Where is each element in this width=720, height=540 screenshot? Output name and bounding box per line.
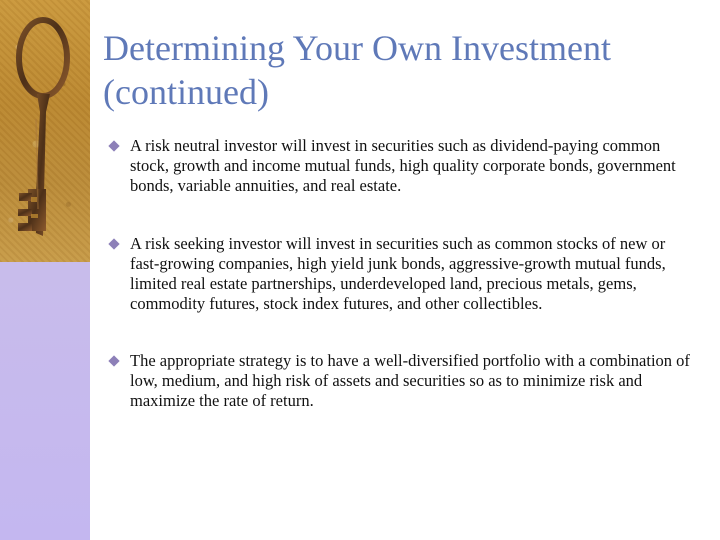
diamond-bullet-icon bbox=[108, 140, 119, 151]
bullet-item bbox=[108, 136, 698, 196]
slide-title: Determining Your Own Investment (continued) bbox=[103, 28, 611, 112]
diamond-bullet-icon bbox=[108, 238, 119, 249]
old-key-icon bbox=[0, 0, 90, 262]
bullet-text: The appropriate strategy is to have a well-diversified portfolio with a combination of low, medium, and high risk of assets and securities so as to minimize risk and maximize the rate of return. bbox=[130, 351, 690, 410]
bullet-list bbox=[108, 136, 698, 411]
diamond-bullet-icon bbox=[108, 355, 119, 366]
bullet-text: A risk neutral investor will invest in securities such as dividend-paying common stock, growth and income mutual funds, high quality corporate bonds, government bonds, variable annuities, and real estate. bbox=[130, 136, 676, 195]
bullet-item bbox=[108, 351, 698, 411]
bullet-text: A risk seeking investor will invest in securities such as common stocks of new or fast-growing companies, high yield junk bonds, aggressive-growth mutual funds, limited real estate partnerships, underdeveloped land, precious metals, gems, commodity futures, stock index futures, and other collectibles. bbox=[130, 234, 666, 313]
bullet-item bbox=[108, 234, 698, 314]
key-photo bbox=[0, 0, 90, 262]
